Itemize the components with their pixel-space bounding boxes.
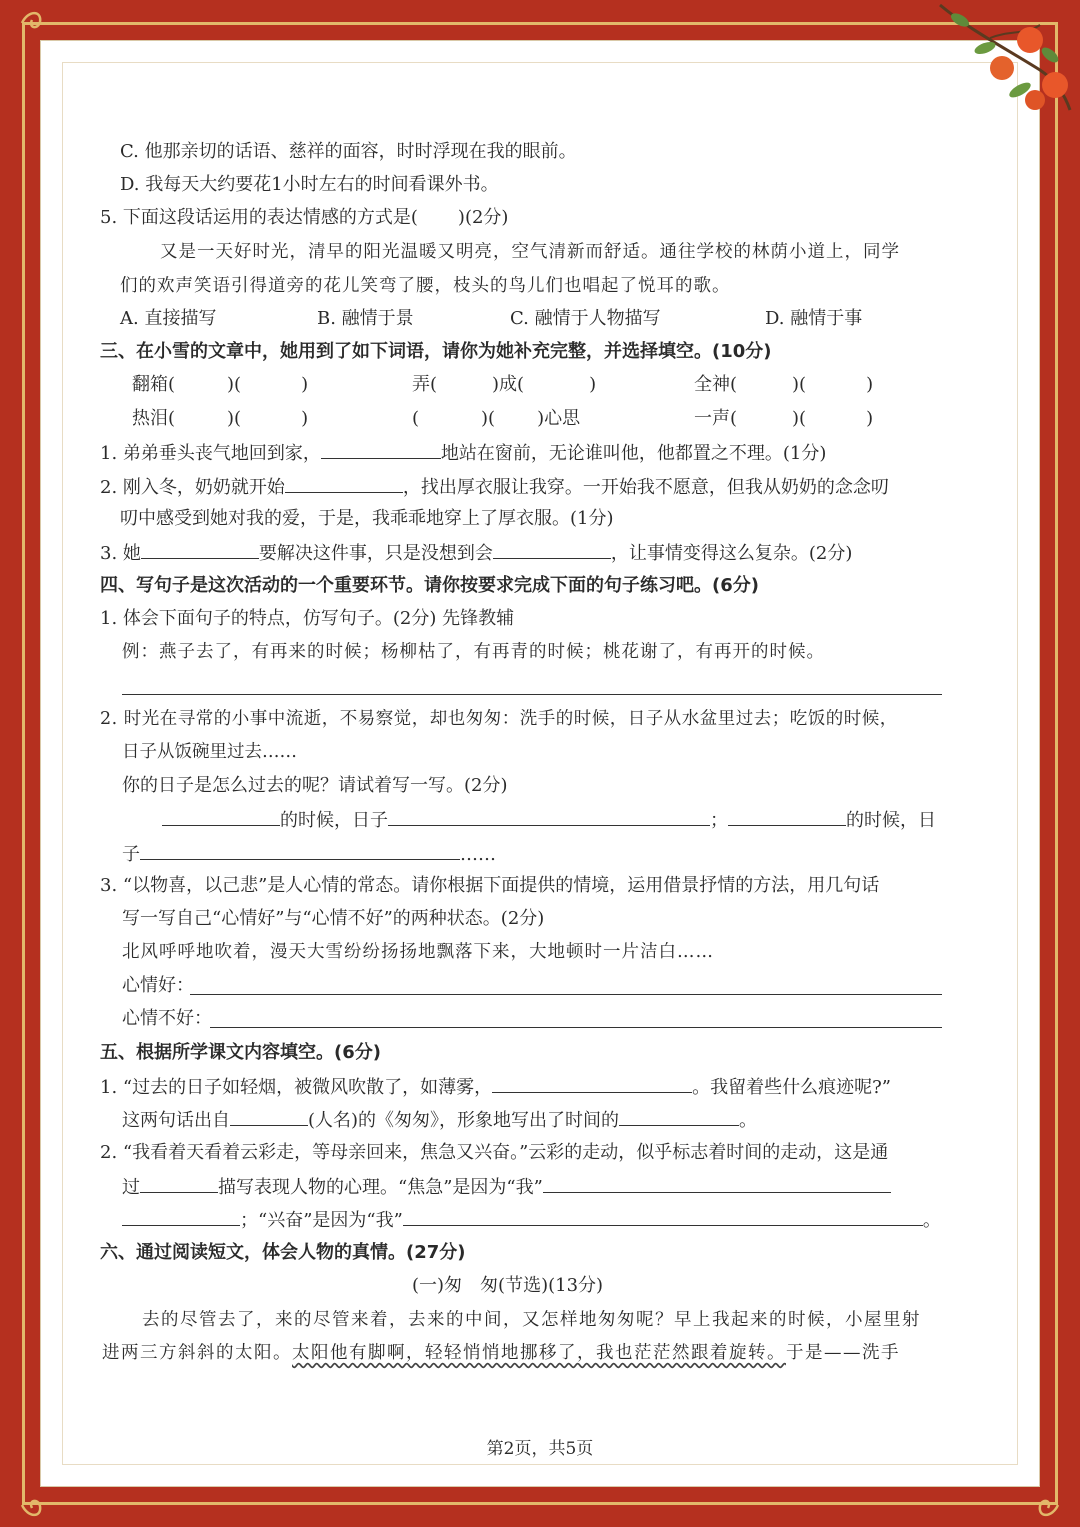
answer-blank[interactable] — [162, 807, 280, 826]
word-text: 翻箱( — [132, 374, 176, 395]
answer-blank[interactable] — [619, 1107, 739, 1126]
word-text: ) — [301, 408, 309, 429]
sec4-q3-scene: 北风呼呼地吹着，漫天大雪纷纷扬扬地飘落下来，大地顿时一片洁白…… — [122, 942, 714, 962]
q-text: 。 — [739, 1110, 758, 1131]
q5-option: D. 融情于事 — [765, 308, 863, 329]
section-5-title: 五、根据所学课文内容填空。(6分) — [100, 1042, 381, 1063]
q-text: 这两句话出自 — [122, 1110, 230, 1131]
persimmon-branch-icon — [930, 0, 1080, 115]
answer-line[interactable] — [122, 694, 942, 695]
sec4-example: 例：燕子去了，有再来的时候；杨柳枯了，有再青的时候；桃花谢了，有再开的时候。 — [122, 642, 825, 662]
q5-passage-line: 们的欢声笑语引得道旁的花儿笑弯了腰，枝头的鸟儿们也唱起了悦耳的歌。 — [120, 276, 731, 296]
sec3-q2-cont: 叨中感受到她对我的爱，于是，我乖乖地穿上了厚衣服。(1分) — [120, 508, 614, 529]
word-text: )成( — [492, 374, 525, 395]
q-text: 3. 她 — [100, 543, 141, 564]
word-fill — [412, 373, 596, 397]
question-5 — [100, 206, 508, 230]
q5-option: C. 融情于人物描写 — [510, 308, 661, 329]
q-text: 于是——洗手 — [786, 1343, 900, 1363]
q-text: 过 — [122, 1177, 140, 1198]
answer-blank[interactable] — [140, 1174, 218, 1193]
word-text: ) — [589, 374, 597, 395]
sec4-q2: 2. 时光在寻常的小事中流逝，不易察觉，却也匆匆：洗手的时候，日子从水盆里过去；吃饭的时候， — [100, 709, 898, 729]
sec4-q2-cont: 日子从饭碗里过去…… — [122, 742, 297, 762]
underlined-sentence: 太阳他有脚啊，轻轻悄悄地挪移了，我也茫茫然跟着旋转。 — [292, 1343, 786, 1363]
answer-blank[interactable] — [728, 807, 846, 826]
q-text: 1. “过去的日子如轻烟，被微风吹散了，如薄雾， — [100, 1077, 493, 1098]
sec4-q3: 3. “以物喜，以己悲”是人心情的常态。请你根据下面提供的情境，运用借景抒情的方法，用几句话 — [100, 875, 880, 896]
q-text: 的时候，日 — [846, 810, 936, 831]
q5-stem: 5. 下面这段话运用的表达情感的方式是( — [100, 207, 418, 228]
word-text: )( — [792, 408, 807, 429]
sec4-q3-cont: 写一写自己“心情好”与“心情不好”的两种状态。(2分) — [122, 908, 545, 929]
q-text: 2. 刚入冬，奶奶就开始 — [100, 477, 285, 498]
word-text: )( — [481, 408, 496, 429]
passage-line: 去的尽管去了，来的尽管来着，去来的中间，又怎样地匆匆呢？早上我起来的时候，小屋里射 — [142, 1310, 921, 1330]
q-text: 地站在窗前，无论谁叫他，他都置之不理。(1分) — [440, 443, 827, 464]
passage-line — [102, 1341, 900, 1365]
answer-blank[interactable] — [388, 807, 710, 826]
section-3-title: 三、在小雪的文章中，她用到了如下词语，请你为她补充完整，并选择填空。(10分) — [100, 341, 772, 362]
q-text: ，找出厚衣服让我穿。一开始我不愿意，但我从奶奶的念念叨 — [402, 477, 889, 498]
answer-blank[interactable] — [321, 440, 441, 459]
q5-passage-line: 又是一天好时光，清早的阳光温暖又明亮，空气清新而舒适。通往学校的林荫小道上，同学 — [160, 242, 900, 262]
word-fill — [694, 373, 873, 397]
answer-line[interactable] — [210, 1027, 942, 1028]
sec5-q1-cont — [122, 1107, 757, 1133]
answer-blank[interactable] — [141, 540, 259, 559]
sec5-q2-cont — [122, 1174, 891, 1200]
answer-blank[interactable] — [285, 474, 403, 493]
corner-ornament-icon — [1020, 1490, 1060, 1520]
answer-blank[interactable] — [140, 841, 460, 860]
passage-title: (一)匆 匆(节选)(13分) — [412, 1275, 604, 1296]
q-text: 进两三方斜斜的太阳。 — [102, 1343, 292, 1363]
q-text: 子 — [122, 844, 140, 865]
q-text: 要解决这件事，只是没想到会 — [258, 543, 493, 564]
q-text: 1. 弟弟垂头丧气地回到家， — [100, 443, 321, 464]
section-4-title: 四、写句子是这次活动的一个重要环节。请你按要求完成下面的句子练习吧。(6分) — [100, 575, 759, 596]
word-text: )( — [227, 408, 242, 429]
answer-blank[interactable] — [403, 1207, 923, 1226]
corner-ornament-icon — [20, 1490, 60, 1520]
q-text: ； — [710, 810, 728, 831]
word-fill — [694, 407, 873, 431]
q-text: ，让事情变得这么复杂。(2分) — [610, 543, 853, 564]
q-text: 描写表现人物的心理。“焦急”是因为“我” — [218, 1177, 543, 1198]
word-text: 全神( — [694, 374, 738, 395]
option-c: C. 他那亲切的话语、慈祥的面容，时时浮现在我的眼前。 — [120, 141, 577, 162]
q5-option: B. 融情于景 — [317, 308, 414, 329]
answer-blank[interactable] — [492, 1074, 692, 1093]
word-text: )( — [792, 374, 807, 395]
sec4-q2-fill — [162, 807, 936, 833]
word-text: ) — [301, 374, 309, 395]
sec4-q3-good: 心情好： — [122, 975, 194, 996]
q-text: 的时候，日子 — [280, 810, 388, 831]
q-text: …… — [460, 844, 496, 865]
word-fill — [132, 373, 308, 397]
answer-line[interactable] — [190, 994, 942, 995]
sec3-q1 — [100, 440, 826, 466]
sec3-q2 — [100, 474, 889, 500]
answer-blank[interactable] — [122, 1207, 240, 1226]
q-text: ；“兴奋”是因为“我” — [240, 1210, 403, 1231]
sec4-q2-prompt: 你的日子是怎么过去的呢？请试着写一写。(2分) — [122, 775, 508, 796]
option-d: D. 我每天大约要花1小时左右的时间看课外书。 — [120, 174, 499, 195]
word-text: 弄( — [412, 374, 438, 395]
q5-option: A. 直接描写 — [120, 308, 217, 329]
word-text: )( — [227, 374, 242, 395]
word-fill — [132, 407, 308, 431]
sec5-q2: 2. “我看着天看着云彩走，等母亲回来，焦急又兴奋。”云彩的走动，似乎标志着时间的走动，这是通 — [100, 1142, 889, 1163]
sec3-q3 — [100, 540, 852, 566]
answer-blank[interactable] — [543, 1174, 891, 1193]
page-number: 第2页，共5页 — [486, 1439, 594, 1459]
sec4-q2-fill2 — [122, 841, 496, 867]
sec5-q1 — [100, 1074, 891, 1100]
q-text: 。我留着些什么痕迹呢?” — [692, 1077, 891, 1098]
word-text: )心思 — [537, 408, 581, 429]
word-text: ) — [866, 374, 874, 395]
sec4-q3-bad: 心情不好： — [122, 1008, 212, 1029]
word-text: ( — [412, 408, 420, 429]
q5-score: )(2分) — [457, 207, 509, 228]
q-text: (人名)的《匆匆》，形象地写出了时间的 — [308, 1110, 620, 1131]
q-text: 。 — [922, 1210, 941, 1231]
answer-blank[interactable] — [493, 540, 611, 559]
word-text: ) — [866, 408, 874, 429]
sec4-q1: 1. 体会下面句子的特点，仿写句子。(2分) 先锋教辅 — [100, 608, 515, 629]
section-6-title: 六、通过阅读短文，体会人物的真情。(27分) — [100, 1242, 466, 1263]
word-text: 热泪( — [132, 408, 176, 429]
answer-blank[interactable] — [230, 1107, 308, 1126]
corner-ornament-icon — [20, 8, 60, 38]
word-text: 一声( — [694, 408, 738, 429]
sec5-q2-cont2 — [122, 1207, 941, 1233]
word-fill — [412, 407, 580, 431]
